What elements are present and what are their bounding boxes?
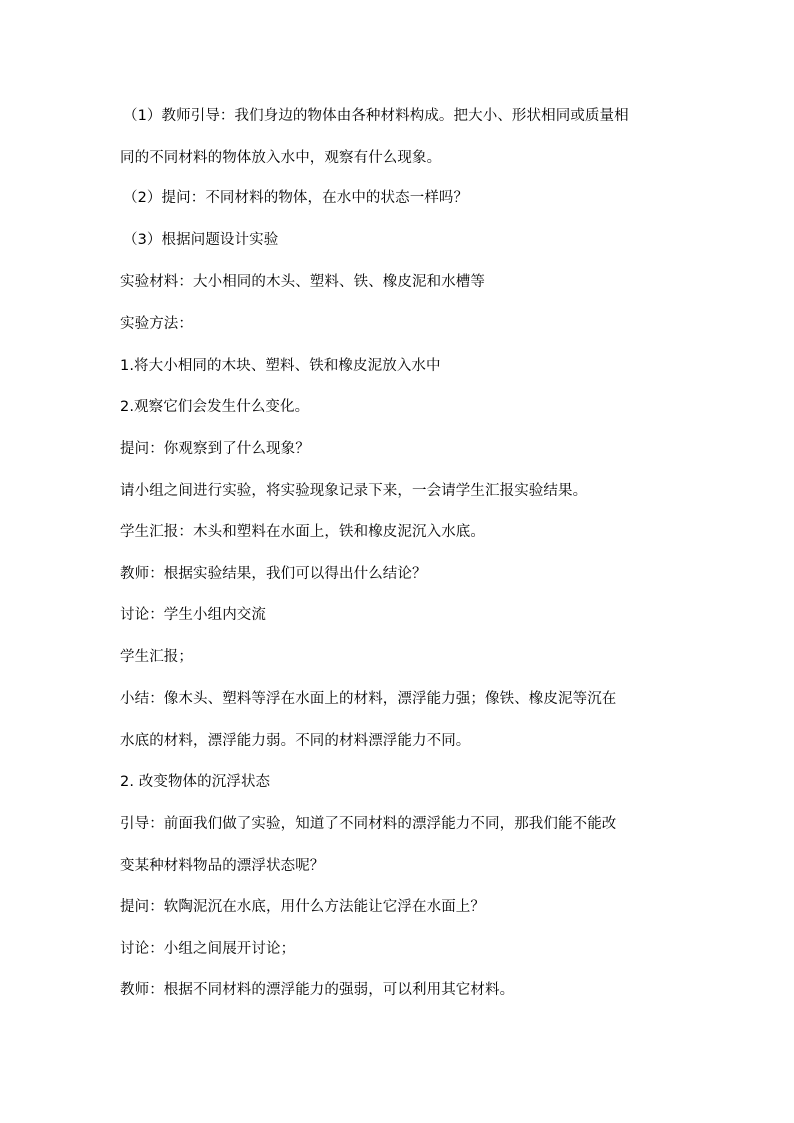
paragraph-line-5: 实验材料：大小相同的木头、塑料、铁、橡皮泥和水槽等 [120, 274, 485, 290]
paragraph-line-20: 提问：软陶泥沉在水底，用什么方法能让它浮在水面上？ [120, 899, 485, 915]
paragraph-line-1: （1）教师引导：我们身边的物体由各种材料构成。把大小、形状相同或质量相 [123, 108, 629, 124]
paragraph-line-15: 小结：像木头、塑料等浮在水面上的材料，漂浮能力强；像铁、橡皮泥等沉在 [120, 691, 617, 707]
paragraph-line-4: （3）根据问题设计实验 [123, 232, 279, 248]
paragraph-line-21: 讨论：小组之间展开讨论； [120, 941, 296, 957]
paragraph-line-13: 讨论：学生小组内交流 [120, 607, 266, 623]
paragraph-line-3: （2）提问：不同材料的物体，在水中的状态一样吗？ [123, 190, 469, 206]
paragraph-line-16: 水底的材料，漂浮能力弱。不同的材料漂浮能力不同。 [120, 733, 471, 749]
paragraph-line-14: 学生汇报； [120, 649, 193, 665]
paragraph-line-10: 请小组之间进行实验，将实验现象记录下来，一会请学生汇报实验结果。 [120, 483, 588, 499]
paragraph-line-6: 实验方法： [120, 316, 193, 332]
paragraph-line-9: 提问：你观察到了什么现象？ [120, 441, 310, 457]
paragraph-line-11: 学生汇报：木头和塑料在水面上，铁和橡皮泥沉入水底。 [120, 524, 485, 540]
paragraph-line-2: 同的不同材料的物体放入水中，观察有什么现象。 [120, 150, 442, 166]
paragraph-line-19: 变某种材料物品的漂浮状态呢？ [120, 858, 325, 874]
paragraph-line-12: 教师：根据实验结果，我们可以得出什么结论？ [120, 566, 427, 582]
section-heading: 2. 改变物体的沉浮状态 [120, 774, 271, 790]
paragraph-line-7: 1.将大小相同的木块、塑料、铁和橡皮泥放入水中 [120, 358, 441, 374]
paragraph-line-8: 2.观察它们会发生什么变化。 [120, 399, 310, 415]
paragraph-line-18: 引导：前面我们做了实验，知道了不同材料的漂浮能力不同，那我们能不能改 [120, 816, 617, 832]
paragraph-line-22: 教师：根据不同材料的漂浮能力的强弱，可以利用其它材料。 [120, 982, 515, 998]
